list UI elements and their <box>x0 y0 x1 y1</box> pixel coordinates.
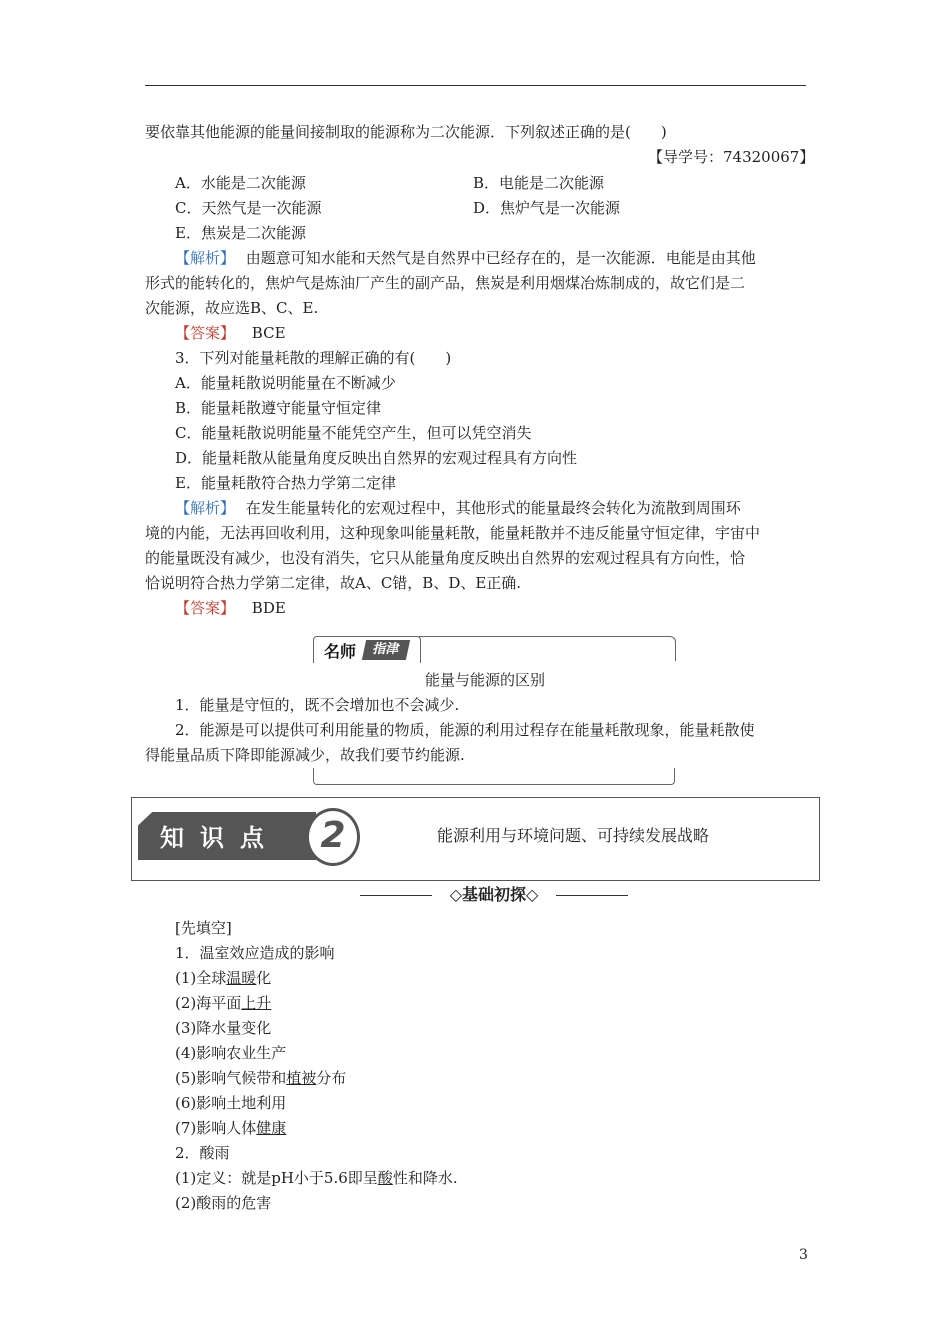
acid-rain-harm: (2)酸雨的危害 <box>175 1194 272 1212</box>
tip-point-1: 1．能量是守恒的，既不会增加也不会减少. <box>175 696 460 714</box>
q3-option-c: C．能量耗散说明能量不能凭空产生，但可以凭空消失 <box>175 424 532 442</box>
q3-analysis-line2: 境的内能，无法再回收利用，这种现象叫能量耗散，能量耗散并不违反能量守恒定律，宇宙中 <box>145 524 761 542</box>
blank-2: 上升 <box>241 994 272 1012</box>
tip-point-2-line1: 2．能源是可以提供可利用能量的物质，能源的利用过程存在能量耗散现象，能量耗散使 <box>175 721 755 739</box>
q2-option-d: D．焦炉气是一次能源 <box>473 199 621 217</box>
q2-analysis-line3: 次能源，故应选B、C、E. <box>145 299 319 317</box>
q3-stem: 3．下列对能量耗散的理解正确的有( ) <box>175 349 452 367</box>
heading-acid-rain: 2．酸雨 <box>175 1144 230 1162</box>
q3-option-a: A．能量耗散说明能量在不断减少 <box>175 374 396 392</box>
blank-acid: 酸 <box>377 1169 393 1187</box>
knowledge-point-label: 知识点 <box>160 824 280 852</box>
tip-point-2-line2: 得能量品质下降即能源减少，故我们要节约能源. <box>145 746 465 764</box>
q3-answer: 【答案】 BDE <box>175 599 286 617</box>
knowledge-point-number: 2 <box>306 808 360 866</box>
q2-option-c: C．天然气是一次能源 <box>175 199 322 217</box>
q3-option-e: E．能量耗散符合热力学第二定律 <box>175 474 396 492</box>
heading-greenhouse: 1．温室效应造成的影响 <box>175 944 335 962</box>
heading-rule-left <box>360 895 432 896</box>
blank-5: 植被 <box>286 1069 317 1087</box>
q3-analysis-line3: 的能量既没有减少，也没有消失，它只从能量角度反映出自然界的宏观过程具有方向性，恰 <box>145 549 746 567</box>
q3-option-d: D．能量耗散从能量角度反映出自然界的宏观过程具有方向性 <box>175 449 578 467</box>
q3-analysis-line1: 【解析】 在发生能量转化的宏观过程中，其他形式的能量最终会转化为流散到周围环 <box>175 499 741 517</box>
item-6: (6)影响土地利用 <box>175 1094 287 1112</box>
header-rule <box>145 85 806 86</box>
teacher-tip-tab <box>313 636 421 663</box>
page-number: 3 <box>799 1247 808 1263</box>
item-2: (2)海平面上升 <box>175 994 272 1012</box>
q2-option-e: E．焦炭是二次能源 <box>175 224 306 242</box>
q2-option-a: A．水能是二次能源 <box>175 174 306 192</box>
tip-frame-top <box>419 636 676 661</box>
item-5: (5)影响气候带和植被分布 <box>175 1069 347 1087</box>
item-3: (3)降水量变化 <box>175 1019 272 1037</box>
item-4: (4)影响农业生产 <box>175 1044 287 1062</box>
blank-7: 健康 <box>256 1119 287 1137</box>
item-7: (7)影响人体健康 <box>175 1119 287 1137</box>
tip-title: 能量与能源的区别 <box>425 671 546 689</box>
knowledge-point-title: 能源利用与环境问题、可持续发展战略 <box>437 826 710 845</box>
blank-1: 温暖 <box>226 969 257 987</box>
acid-rain-definition: (1)定义：就是pH小于5.6即呈酸性和降水. <box>175 1169 458 1187</box>
q2-analysis-line2: 形式的能转化的，焦炉气是炼油厂产生的副产品，焦炭是利用烟煤冶炼制成的，故它们是二 <box>145 274 746 292</box>
teacher-tip-badge: 指津 <box>362 640 410 660</box>
knowledge-point-banner <box>138 808 346 864</box>
q2-answer: 【答案】 BCE <box>175 324 286 342</box>
q2-analysis-tag: 【解析】 <box>175 249 236 267</box>
q2-analysis-line1: 【解析】 由题意可知水能和天然气是自然界中已经存在的，是一次能源．电能是由其他 <box>175 249 756 267</box>
q3-answer-tag: 【答案】 <box>175 599 236 617</box>
q2-option-b: B．电能是二次能源 <box>473 174 605 192</box>
tip-frame-bottom <box>313 768 675 785</box>
fill-tag: [先填空] <box>175 919 232 937</box>
q3-option-b: B．能量耗散遵守能量守恒定律 <box>175 399 382 417</box>
q2-stem: 要依靠其他能源的能量间接制取的能源称为二次能源．下列叙述正确的是( ) <box>145 123 667 141</box>
q2-answer-tag: 【答案】 <box>175 324 236 342</box>
heading-rule-right <box>556 895 628 896</box>
q3-analysis-tag: 【解析】 <box>175 499 236 517</box>
basic-section-heading <box>360 884 628 906</box>
item-1: (1)全球温暖化 <box>175 969 272 987</box>
basic-section-title: ◇基础初探◇ <box>449 885 539 904</box>
q2-guide-number: 【导学号：74320067】 <box>648 148 815 166</box>
q3-analysis-line4: 恰说明符合热力学第二定律，故A、C错，B、D、E正确. <box>145 574 522 592</box>
teacher-tip-label: 名师 <box>324 642 357 661</box>
